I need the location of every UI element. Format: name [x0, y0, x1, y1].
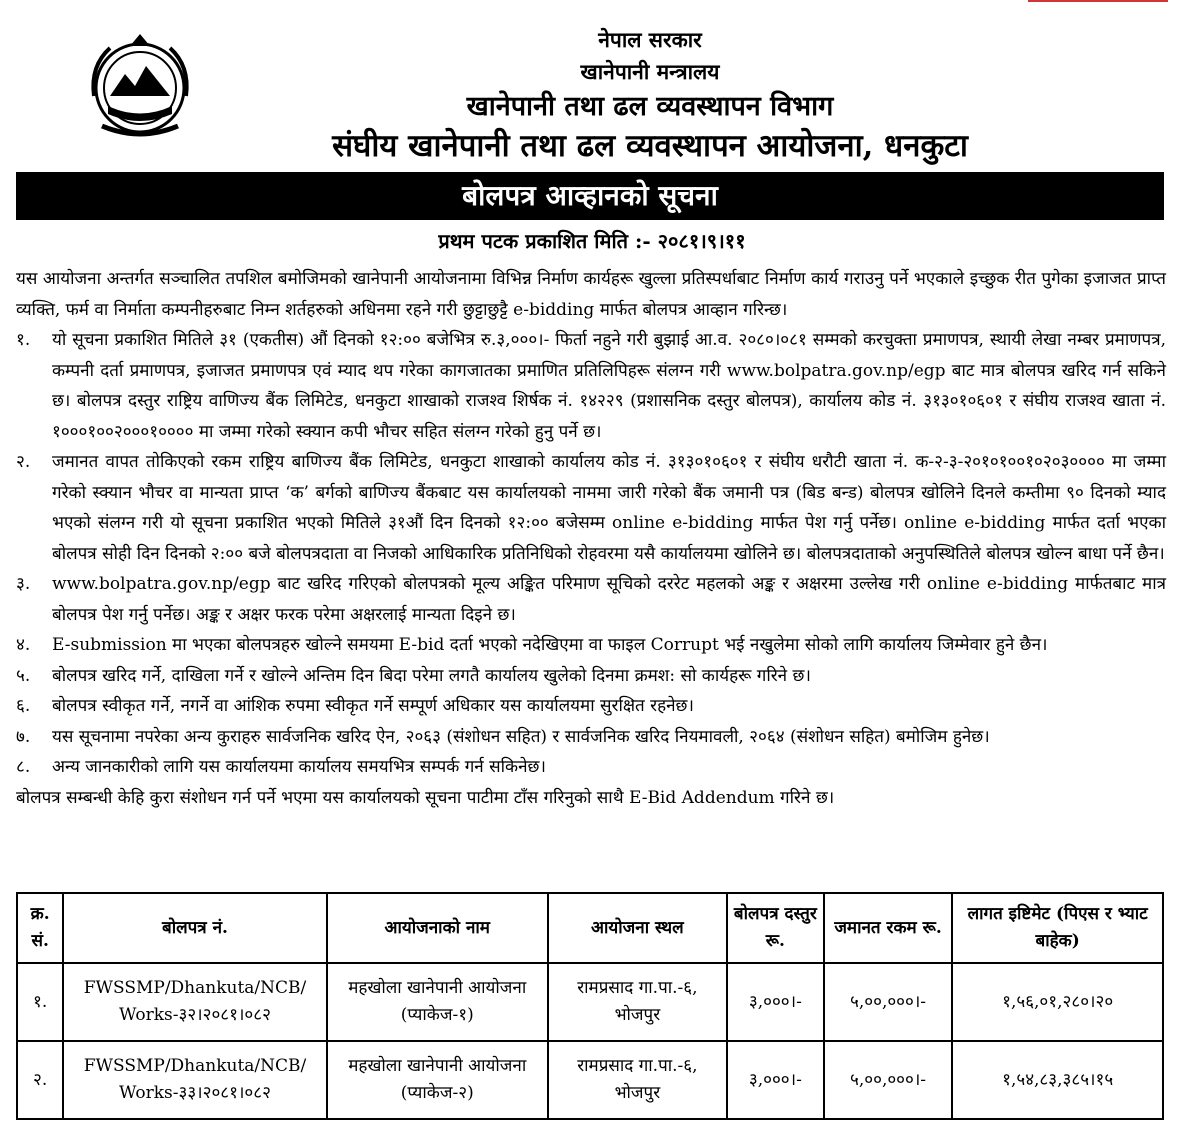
notice-title-banner: बोलपत्र आव्हानको सूचना — [16, 172, 1164, 220]
cell-project-location: रामप्रसाद गा.पा.-६, भोजपुर — [548, 963, 727, 1041]
cell-bid-security: ५,००,०००।- — [824, 1041, 953, 1119]
col-project-name: आयोजनाको नाम — [327, 893, 548, 963]
cell-serial: २. — [17, 1041, 63, 1119]
col-serial: क्र. सं. — [17, 893, 63, 963]
header-department: खानेपानी तथा ढल व्यवस्थापन विभाग — [466, 91, 834, 122]
notice-body — [16, 264, 1166, 813]
item-number: ८. — [16, 757, 31, 777]
item-number: २. — [16, 452, 31, 472]
item-text: E-submission मा भएका बोलपत्रहरु खोल्ने समयमा E-bid दर्ता भएको नदेखिएमा वा फाइल Corrupt भई नखुलेमा सोको लागि कार्यालय जिम्मेवार हुने छैन। — [52, 635, 1048, 655]
item-text: यस सूचनामा नपरेका अन्य कुराहरु सार्वजनिक खरिद ऐन, २०६३ (संशोधन सहित) र सार्वजनिक खरिद नियमावली, २०६४ (संशोधन सहित) बमोजिम हुनेछ। — [52, 726, 990, 747]
item-text: जमानत वापत तोकिएको रकम राष्ट्रिय बाणिज्य बैंक लिमिटेड, धनकुटा शाखाको कार्यालय कोड नं. ३१३०१०६०१ र संघीय धरौटी खाता नं. क-२-३-२०१०१००१०२०३०००० मा जम्मा गरेको स्क्यान भौचर वा मान्यता प्राप्त ‘क’ बर्गको बाणिज्य बैंकबाट यस कार्यालयको नाममा जारी गरेको बैंक जमानी पत्र (बिड बन्ड) बोलपत्र खोलिने दिनले कम्तीमा ९० दिनको म्याद भएको संलग्न गरी यो सूचना प्रकाशित भएको मितिले ३१औं दिन दिनको १२:०० बजेसम्म online e-bidding मार्फत पेश गर्नु पर्नेछ। online e-bidding मार्फत दर्ता भएका बोलपत्र सोही दिन दिनको २:०० बजे बोलपत्रदाता वा निजको आधिकारिक प्रतिनिधिको रोहवरमा यसै कार्यालयमा खोलिने छ। बोलपत्रदाताको अनुपस्थितिले बोलपत्र खोल्न बाधा पर्ने छैन। — [52, 452, 1166, 564]
condition-item — [16, 752, 1166, 783]
intro-paragraph: यस आयोजना अन्तर्गत सञ्चालित तपशिल बमोजिमको खानेपानी आयोजनामा विभिन्न निर्माण कार्यहरू खुल्ला प्रतिस्पर्धाबाट निर्माण कार्य गराउनु पर्ने भएकाले इच्छुक रीत पुगेका इजाजत प्राप्त व्यक्ति, फर्म वा निर्माता कम्पनीहरुबाट निम्न शर्तहरुको अधिनमा रहने गरी छुट्टाछुट्टै e-bidding मार्फत बोलपत्र आव्हान गरिन्छ। — [16, 269, 1166, 320]
header-government: नेपाल सरकार — [598, 27, 702, 52]
item-number: ७. — [16, 726, 31, 747]
condition-item — [16, 661, 1166, 692]
item-number: ३. — [16, 574, 31, 594]
table-row — [17, 963, 1163, 1041]
condition-item — [16, 630, 1166, 661]
cell-bid-fee: ३,०००।- — [727, 963, 824, 1041]
item-text: यो सूचना प्रकाशित मितिले ३१ (एकतीस) औं दिनको १२:०० बजेभित्र रु.३,०००।- फिर्ता नहुने गरी बुझाई आ.व. २०८०।०८१ सम्मको करचुक्ता प्रमाणपत्र, स्थायी लेखा नम्बर प्रमाणपत्र, कम्पनी दर्ता प्रमाणपत्र, इजाजत प्रमाणपत्र एवं म्याद थप गरेका कागजातका प्रमाणित प्रतिलिपिहरू संलग्न गरी www.bolpatra.gov.np/egp बाट मात्र बोलपत्र खरिद गर्न सकिने छ। बोलपत्र दस्तुर राष्ट्रिय वाणिज्य बैंक लिमिटेड, धनकुटा शाखाको राजश्व शिर्षक नं. १४२२९ (प्रशासनिक दस्तुर बोलपत्र), कार्यालय कोड नं. ३१३०१०६०१ र संघीय राजश्व खाता नं. १०००१००२०००१०००० मा जम्मा गरेको स्क्यान कपी भौचर सहित संलग्न गरेको हुनु पर्ने छ। — [52, 330, 1166, 442]
item-number: १. — [16, 330, 31, 350]
item-number: ५. — [16, 665, 31, 686]
cell-bid-number: FWSSMP/Dhankuta/NCB/ Works-३३।२०८१।०८२ — [63, 1041, 326, 1119]
cell-serial: १. — [17, 963, 63, 1041]
item-text: बोलपत्र खरिद गर्ने, दाखिला गर्ने र खोल्ने अन्तिम दिन बिदा परेमा लगतै कार्यालय खुलेको दिनमा क्रमश: सो कार्यहरू गरिने छ। — [52, 665, 811, 686]
cell-bid-number: FWSSMP/Dhankuta/NCB/ Works-३२।२०८१।०८२ — [63, 963, 326, 1041]
table-header-row — [17, 893, 1163, 963]
cell-cost-estimate: १,५४,८३,३८५।१५ — [952, 1041, 1163, 1119]
cell-bid-fee: ३,०००।- — [727, 1041, 824, 1119]
col-bid-fee: बोलपत्र दस्तुर रू. — [727, 893, 824, 963]
publish-date: प्रथम पटक प्रकाशित मिति :- २०८१।९।११ — [438, 229, 746, 253]
cell-cost-estimate: १,५६,०१,२८०।२० — [952, 963, 1163, 1041]
col-bid-number: बोलपत्र नं. — [63, 893, 326, 963]
condition-item — [16, 691, 1166, 722]
cell-bid-security: ५,००,०००।- — [824, 963, 953, 1041]
cell-project-name: महखोला खानेपानी आयोजना (प्याकेज-१) — [327, 963, 548, 1041]
item-number: ६. — [16, 696, 31, 716]
col-cost-estimate: लागत इष्टिमेट (पिएस र भ्याट बाहेक) — [952, 893, 1163, 963]
header-ministry: खानेपानी मन्त्रालय — [580, 59, 720, 84]
addendum-note: बोलपत्र सम्बन्धी केहि कुरा संशोधन गर्न पर्ने भएमा यस कार्यालयको सूचना पाटीमा टाँस गरिनुको साथै E-Bid Addendum गरिने छ। — [16, 787, 835, 808]
nepal-government-emblem-icon — [80, 26, 200, 146]
item-number: ४. — [16, 635, 31, 655]
item-text: अन्य जानकारीको लागि यस कार्यालयमा कार्यालय समयभित्र सम्पर्क गर्न सकिनेछ। — [52, 757, 546, 777]
condition-item — [16, 569, 1166, 630]
cell-project-location: रामप्रसाद गा.पा.-६, भोजपुर — [548, 1041, 727, 1119]
condition-item — [16, 325, 1166, 447]
item-text: बोलपत्र स्वीकृत गर्ने, नगर्ने वा आंशिक रुपमा स्वीकृत गर्ने सम्पूर्ण अधिकार यस कार्यालयमा सुरक्षित रहनेछ। — [52, 696, 694, 716]
condition-item — [16, 447, 1166, 569]
top-right-accent-line — [1028, 0, 1168, 2]
header-project: संघीय खानेपानी तथा ढल व्यवस्थापन आयोजना, धनकुटा — [332, 128, 968, 164]
cell-project-name: महखोला खानेपानी आयोजना (प्याकेज-२) — [327, 1041, 548, 1119]
table-row — [17, 1041, 1163, 1119]
item-text: www.bolpatra.gov.np/egp बाट खरिद गरिएको बोलपत्रको मूल्य अङ्कित परिमाण सूचिको दररेट महलको अङ्क र अक्षरमा उल्लेख गरी online e-bidding मार्फतबाट मात्र बोलपत्र पेश गर्नु पर्नेछ। अङ्क र अक्षर फरक परेमा अक्षरलाई मान्यता दिइने छ। — [52, 574, 1166, 625]
col-bid-security: जमानत रकम रू. — [824, 893, 953, 963]
bid-details-table — [16, 892, 1164, 1120]
col-project-location: आयोजना स्थल — [548, 893, 727, 963]
condition-item — [16, 722, 1166, 753]
